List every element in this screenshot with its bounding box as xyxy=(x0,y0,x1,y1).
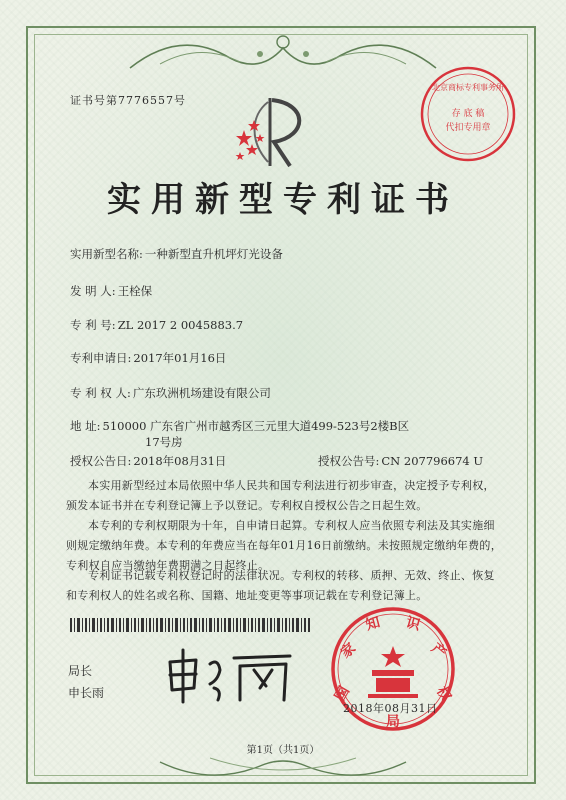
svg-text:产: 产 xyxy=(428,640,450,662)
field-filing-date xyxy=(70,350,226,366)
patentee-value: 广东玖洲机场建设有限公司 xyxy=(132,386,271,400)
svg-text:国: 国 xyxy=(332,683,353,705)
certificate-number: 证书号第7776557号 xyxy=(70,94,186,107)
handwritten-signature xyxy=(162,640,302,710)
field-utility-model-name xyxy=(70,246,283,262)
address-value-line2: 17号房 xyxy=(145,435,183,449)
patentee-label: 专 利 权 人: xyxy=(70,386,131,400)
field-address xyxy=(70,418,409,434)
grant-date-label: 授权公告日: xyxy=(70,454,132,468)
field-patent-number xyxy=(70,317,243,333)
page-number: 第1页（共1页） xyxy=(246,745,320,756)
filing-date-label: 专利申请日: xyxy=(70,351,132,365)
agency-seal-top-text: 北京商标专利事务所 xyxy=(432,83,504,92)
grant-number-value: CN 207796674 U xyxy=(381,454,484,468)
field-address-line2 xyxy=(145,434,183,450)
grant-date-value: 2018年08月31日 xyxy=(133,454,227,468)
patent-number-label: 专 利 号: xyxy=(70,318,116,332)
field-inventor xyxy=(70,283,152,299)
body-paragraph-2: 本专利的专利权期限为十年，自申请日起算。专利权人应当依照专利法及其实施细则规定缴纳年费。本专利的年费应当在每年01月16日前缴纳。未按照规定缴纳年费的，专利权自应当缴纳年费期满之日起终止。 xyxy=(66,519,502,572)
svg-text:局: 局 xyxy=(386,714,400,730)
svg-text:知: 知 xyxy=(364,614,382,634)
body-paragraph-3: 专利证书记载专利权登记时的法律状况。专利权的转移、质押、无效、终止、恢复和专利权人的姓名或名称、国籍、地址变更等事项记载在专利登记簿上。 xyxy=(66,569,495,602)
address-label: 地 址: xyxy=(70,419,101,433)
patent-number-value: ZL 2017 2 0045883.7 xyxy=(117,318,244,332)
top-ornament xyxy=(120,28,446,76)
cnipa-logo xyxy=(230,92,310,172)
signer-name: 申长雨 xyxy=(68,686,105,700)
grant-number-label: 授权公告号: xyxy=(318,454,380,468)
field-patentee xyxy=(70,385,271,401)
signer-title: 局长 xyxy=(68,664,93,678)
field-grant-date xyxy=(70,453,226,469)
address-value-line1: 510000 广东省广州市越秀区三元里大道499-523号2楼B区 xyxy=(102,419,410,433)
field-grant-number xyxy=(318,453,483,469)
utility-model-name-value: 一种新型直升机坪灯光设备 xyxy=(144,247,283,261)
utility-model-name-label: 实用新型名称: xyxy=(70,247,143,261)
svg-text:识: 识 xyxy=(404,614,422,634)
filing-date-value: 2017年01月16日 xyxy=(133,351,227,365)
inventor-value: 王栓保 xyxy=(117,284,153,298)
issue-date: 2018年08月31日 xyxy=(343,702,438,715)
svg-text:家: 家 xyxy=(337,640,359,662)
agency-seal-line2: 代扣专用章 xyxy=(445,123,491,133)
agency-seal-line1: 存 底 稿 xyxy=(451,109,485,119)
inventor-label: 发 明 人: xyxy=(70,284,116,298)
agency-seal xyxy=(418,64,518,164)
certificate-title: 实用新型专利证书 xyxy=(107,180,459,220)
svg-text:权: 权 xyxy=(433,683,454,705)
bottom-ornament xyxy=(150,752,416,786)
barcode xyxy=(70,618,310,632)
body-paragraph-1: 本实用新型经过本局依照中华人民共和国专利法进行初步审查，决定授予专利权，颁发本证书并在专利登记簿上予以登记。专利权自授权公告之日起生效。 xyxy=(66,479,495,512)
